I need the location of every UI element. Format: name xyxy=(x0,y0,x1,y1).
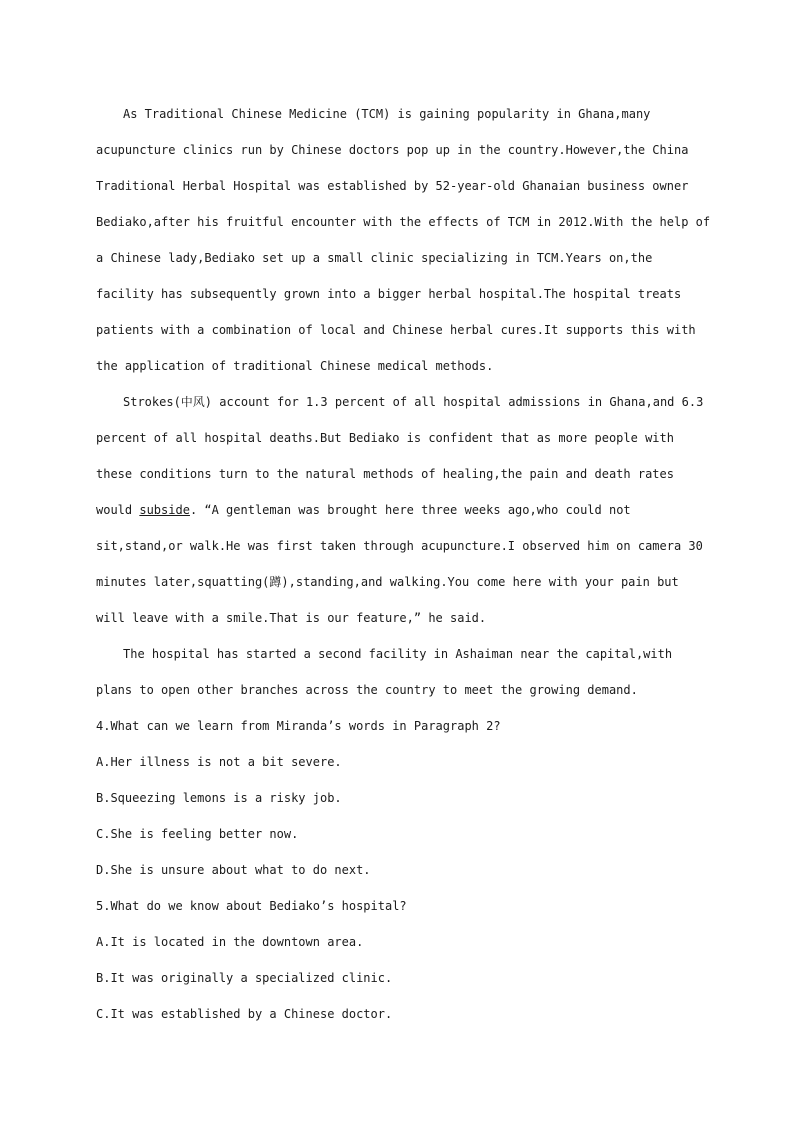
text-line: Bediako,after his fruitful encounter with the effects of TCM in 2012.With the help of xyxy=(96,215,711,229)
text-segment: . “A gentleman was brought here three weeks ago,who could not xyxy=(189,503,631,517)
text-line: As Traditional Chinese Medicine (TCM) is gaining popularity in Ghana,many xyxy=(123,107,651,121)
option-c: C.She is feeling better now. xyxy=(96,827,299,841)
text-line: the application of traditional Chinese medical methods. xyxy=(96,359,494,373)
question-stem: 5.What do we know about Bediako’s hospital? xyxy=(96,899,407,913)
question-5 xyxy=(96,888,696,1032)
option-a: A.It is located in the downtown area. xyxy=(96,935,364,949)
text-line: Strokes(中风) account for 1.3 percent of all hospital admissions in Ghana,and 6.3 xyxy=(123,395,704,409)
text-line xyxy=(96,492,696,528)
text-line: percent of all hospital deaths.But Bediako is confident that as more people with xyxy=(96,431,674,445)
paragraph-1 xyxy=(96,96,711,384)
text-line: minutes later,squatting(蹲),standing,and walking.You come here with your pain but xyxy=(96,575,679,589)
option-a: A.Her illness is not a bit severe. xyxy=(96,755,342,769)
paragraph-3 xyxy=(96,636,696,708)
paragraph-2 xyxy=(96,384,704,636)
underlined-word-subside: subside xyxy=(139,503,190,517)
option-b: B.It was originally a specialized clinic. xyxy=(96,971,393,985)
document-content xyxy=(96,96,711,1032)
text-line: patients with a combination of local and Chinese herbal cures.It supports this with xyxy=(96,323,696,337)
text-line: Traditional Herbal Hospital was established by 52-year-old Ghanaian business owner xyxy=(96,179,689,193)
question-4 xyxy=(96,708,696,888)
question-stem: 4.What can we learn from Miranda’s words in Paragraph 2? xyxy=(96,719,501,733)
text-line: The hospital has started a second facility in Ashaiman near the capital,with xyxy=(123,647,673,661)
option-b: B.Squeezing lemons is a risky job. xyxy=(96,791,342,805)
text-line: plans to open other branches across the country to meet the growing demand. xyxy=(96,683,638,697)
option-c: C.It was established by a Chinese doctor. xyxy=(96,1007,393,1021)
text-line: will leave with a smile.That is our feature,” he said. xyxy=(96,611,487,625)
text-line: a Chinese lady,Bediako set up a small clinic specializing in TCM.Years on,the xyxy=(96,251,653,265)
option-d: D.She is unsure about what to do next. xyxy=(96,863,371,877)
text-line: acupuncture clinics run by Chinese doctors pop up in the country.However,the China xyxy=(96,143,689,157)
text-line: facility has subsequently grown into a bigger herbal hospital.The hospital treats xyxy=(96,287,682,301)
text-line: these conditions turn to the natural methods of healing,the pain and death rates xyxy=(96,467,674,481)
text-line: sit,stand,or walk.He was first taken through acupuncture.I observed him on camera 30 xyxy=(96,539,703,553)
text-segment: would xyxy=(96,503,140,517)
